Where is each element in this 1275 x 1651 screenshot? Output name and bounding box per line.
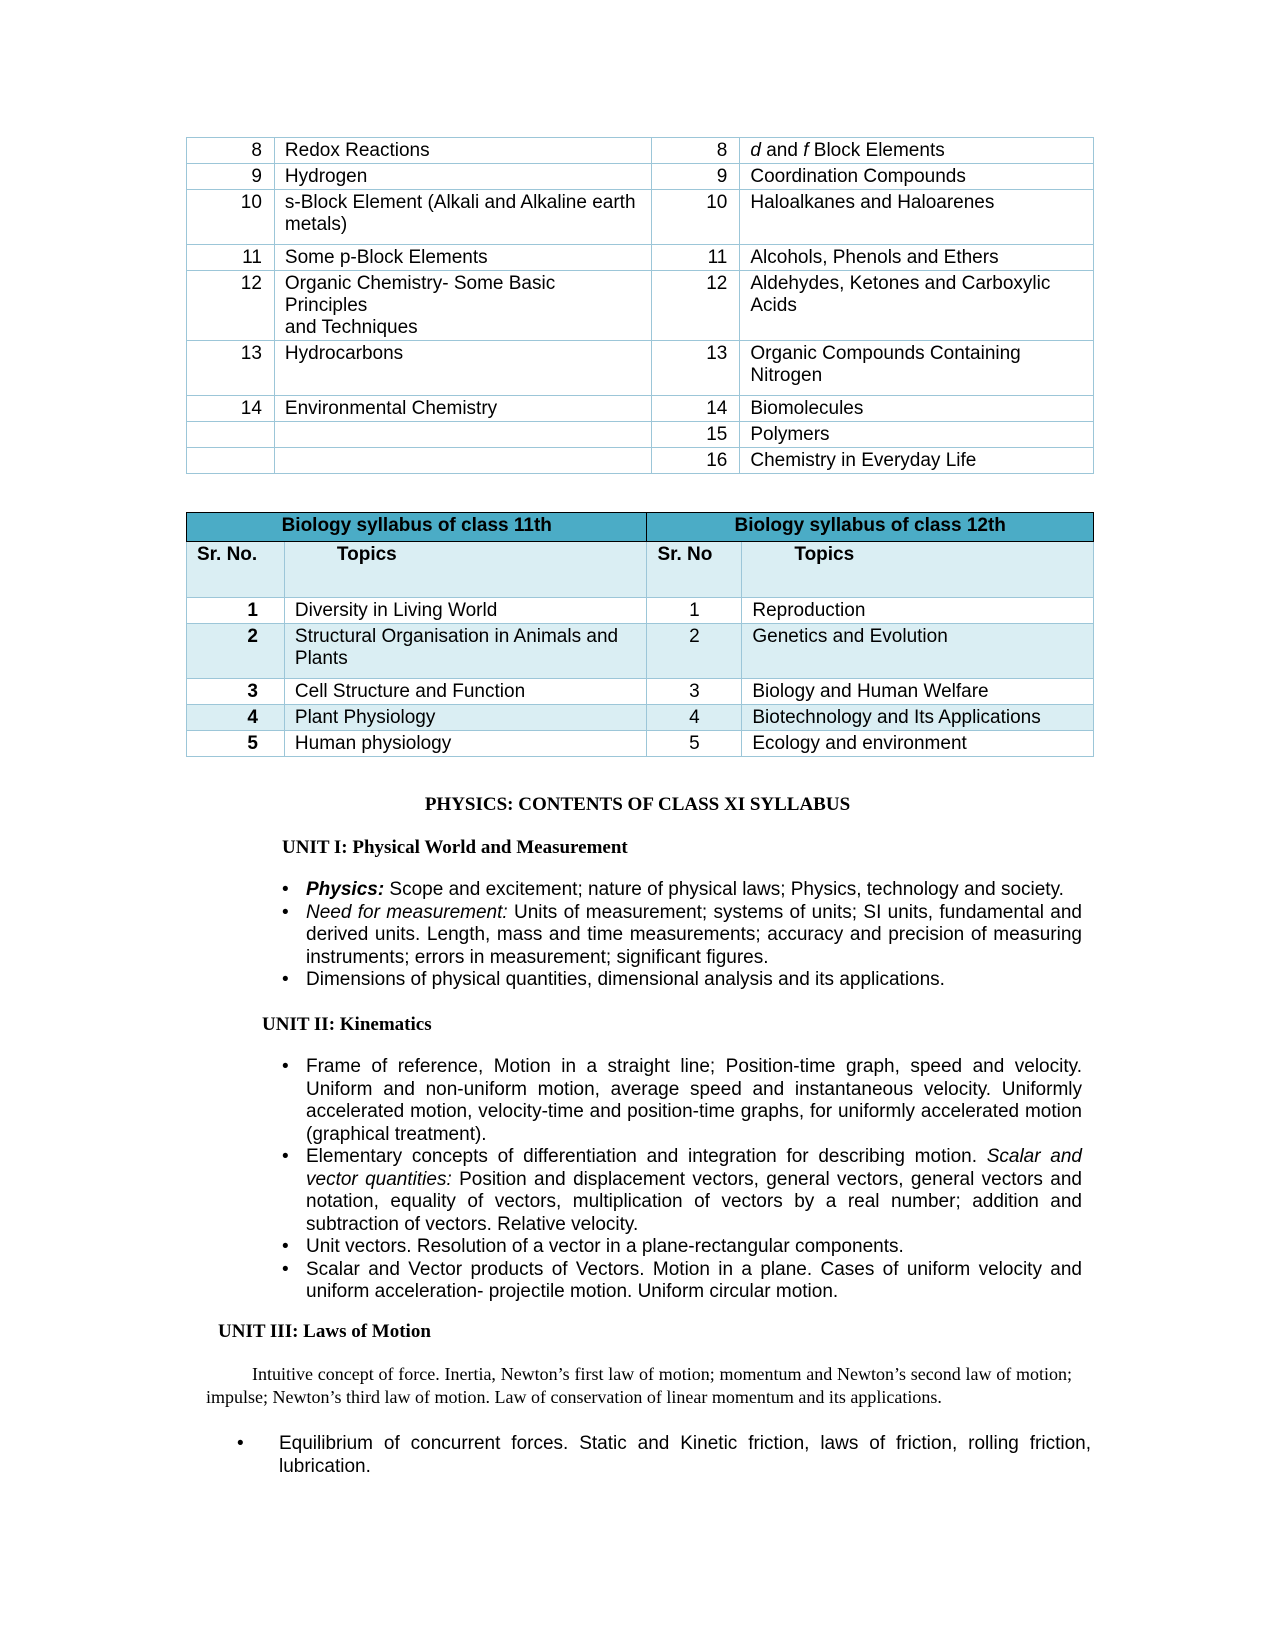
sr-no-12: 13 <box>652 341 740 396</box>
list-item: • Physics: Scope and excitement; nature of physical laws; Physics, technology and society. <box>282 879 1064 900</box>
topic-12: Aldehydes, Ketones and Carboxylic Acids <box>740 271 1094 341</box>
list-item: • Need for measurement: Units of measurement; systems of units; SI units, fundamental and derived units. Length, mass and time measurements; accuracy and precision of measuring instruments; errors in measurement; significant figures. <box>282 901 1082 968</box>
bullet: • <box>282 879 289 900</box>
bullet: • <box>282 901 289 923</box>
sr-no-12: 11 <box>652 245 740 271</box>
table-row <box>187 679 1094 705</box>
sr-no-12: 8 <box>652 138 740 164</box>
sr-no-11: 14 <box>187 396 275 422</box>
topic-12: Ecology and environment <box>742 731 1094 757</box>
sr-no-12: 15 <box>652 422 740 448</box>
topic-11: s-Block Element (Alkali and Alkaline earth metals) <box>274 190 652 245</box>
header-class-11: Biology syllabus of class 11th <box>187 513 647 542</box>
sr-no-12: 10 <box>652 190 740 245</box>
table-row <box>187 138 1094 164</box>
topic-12: Biotechnology and Its Applications <box>742 705 1094 731</box>
unit-1-list <box>282 879 1082 992</box>
unit-3-paragraph: Intuitive concept of force. Inertia, Newton’s first law of motion; momentum and Newton’s second law of motion; impulse; Newton’s third law of motion. Law of conservation of linear momentum and its applications. <box>206 1364 1072 1407</box>
list-item: • Scalar and Vector products of Vectors. Motion in a plane. Cases of uniform velocity and uniform acceleration- projectile motion. Uniform circular motion. <box>282 1258 1082 1302</box>
sr-no-11: 8 <box>187 138 275 164</box>
topic-11: Some p-Block Elements <box>274 245 652 271</box>
topic-11: Human physiology <box>284 731 647 757</box>
bullet: • <box>237 1433 244 1454</box>
col-srno-11: Sr. No. <box>187 542 285 598</box>
sr-no-11 <box>187 422 275 448</box>
sr-no-12: 2 <box>647 624 742 679</box>
header-class-12: Biology syllabus of class 12th <box>647 513 1094 542</box>
table-row <box>187 190 1094 245</box>
topic-12: Genetics and Evolution <box>742 624 1094 679</box>
bullet: • <box>282 1146 289 1167</box>
topic-12: Coordination Compounds <box>740 164 1094 190</box>
table-row <box>187 598 1094 624</box>
list-item: • Equilibrium of concurrent forces. Static and Kinetic friction, laws of friction, rolling friction, lubrication. <box>237 1433 1091 1477</box>
list-item: • Frame of reference, Motion in a straight line; Position-time graph, speed and velocity. Uniform and non-uniform motion, average speed and instantaneous velocity. Uniformly accelerated motion, velocity-time and position-time graphs, for uniformly accelerated motion (graphical treatment). <box>282 1056 1082 1145</box>
list-item: • Dimensions of physical quantities, dimensional analysis and its applications. <box>282 969 945 990</box>
topic-11 <box>274 422 652 448</box>
sr-no-12: 1 <box>647 598 742 624</box>
table-row <box>187 731 1094 757</box>
table-row <box>187 341 1094 396</box>
column-header-row <box>187 542 1094 598</box>
table-row <box>187 245 1094 271</box>
sr-no-12: 3 <box>647 679 742 705</box>
list-item: • Elementary concepts of differentiation and integration for describing motion. Scalar and vector quantities: Position and displacement vectors, general vectors, general vectors and notation, equality of vectors, multiplication of vectors by a real number; addition and subtraction of vectors. Relative velocity. <box>282 1146 1082 1235</box>
topic-11: Cell Structure and Function <box>284 679 647 705</box>
sr-no-12: 14 <box>652 396 740 422</box>
topic-12: Organic Compounds Containing Nitrogen <box>740 341 1094 396</box>
col-topics-11: Topics <box>284 542 647 598</box>
unit-2-heading: UNIT II: Kinematics <box>262 1014 432 1035</box>
unit-2-list <box>282 1056 1082 1304</box>
sr-no-12: 4 <box>647 705 742 731</box>
topic-11: Structural Organisation in Animals and Plants <box>284 624 647 679</box>
topic-12: Alcohols, Phenols and Ethers <box>740 245 1094 271</box>
topic-11: Redox Reactions <box>274 138 652 164</box>
table-row <box>187 448 1094 474</box>
sr-no-11: 3 <box>187 679 285 705</box>
table-row <box>187 164 1094 190</box>
topic-11: Organic Chemistry- Some Basic Principles and Techniques <box>274 271 652 341</box>
sr-no-11: 1 <box>187 598 285 624</box>
sr-no-11: 11 <box>187 245 275 271</box>
table-row <box>187 271 1094 341</box>
biology-syllabus-table <box>186 512 1094 757</box>
bullet: • <box>282 1056 289 1077</box>
topic-11: Hydrocarbons <box>274 341 652 396</box>
bullet: • <box>282 969 289 990</box>
unit-3-heading: UNIT III: Laws of Motion <box>218 1321 431 1342</box>
topic-12: Reproduction <box>742 598 1094 624</box>
sr-no-12: 16 <box>652 448 740 474</box>
table-row <box>187 396 1094 422</box>
table-row <box>187 705 1094 731</box>
bullet: • <box>282 1236 289 1257</box>
sr-no-12: 12 <box>652 271 740 341</box>
topic-12: Biomolecules <box>740 396 1094 422</box>
topic-12: d and f Block Elements <box>740 138 1094 164</box>
topic-11: Hydrogen <box>274 164 652 190</box>
col-srno-12: Sr. No <box>647 542 742 598</box>
table-row <box>187 422 1094 448</box>
sr-no-12: 5 <box>647 731 742 757</box>
sr-no-11: 10 <box>187 190 275 245</box>
sr-no-12: 9 <box>652 164 740 190</box>
sr-no-11 <box>187 448 275 474</box>
unit-3-list <box>237 1433 1091 1478</box>
table-row <box>187 624 1094 679</box>
sr-no-11: 5 <box>187 731 285 757</box>
bullet: • <box>282 1258 289 1280</box>
list-item: • Unit vectors. Resolution of a vector in a plane-rectangular components. <box>282 1236 904 1257</box>
physics-title: PHYSICS: CONTENTS OF CLASS XI SYLLABUS <box>424 794 851 815</box>
unit-1-heading: UNIT I: Physical World and Measurement <box>282 837 628 858</box>
topic-11: Plant Physiology <box>284 705 647 731</box>
topic-11: Environmental Chemistry <box>274 396 652 422</box>
chemistry-syllabus-table <box>186 137 1094 474</box>
topic-12: Chemistry in Everyday Life <box>740 448 1094 474</box>
sr-no-11: 4 <box>187 705 285 731</box>
topic-12: Haloalkanes and Haloarenes <box>740 190 1094 245</box>
topic-11 <box>274 448 652 474</box>
topic-12: Biology and Human Welfare <box>742 679 1094 705</box>
topic-12: Polymers <box>740 422 1094 448</box>
sr-no-11: 13 <box>187 341 275 396</box>
topic-11: Diversity in Living World <box>284 598 647 624</box>
sr-no-11: 2 <box>187 624 285 679</box>
sr-no-11: 9 <box>187 164 275 190</box>
sr-no-11: 12 <box>187 271 275 341</box>
col-topics-12: Topics <box>742 542 1094 598</box>
table-header-row <box>187 513 1094 542</box>
